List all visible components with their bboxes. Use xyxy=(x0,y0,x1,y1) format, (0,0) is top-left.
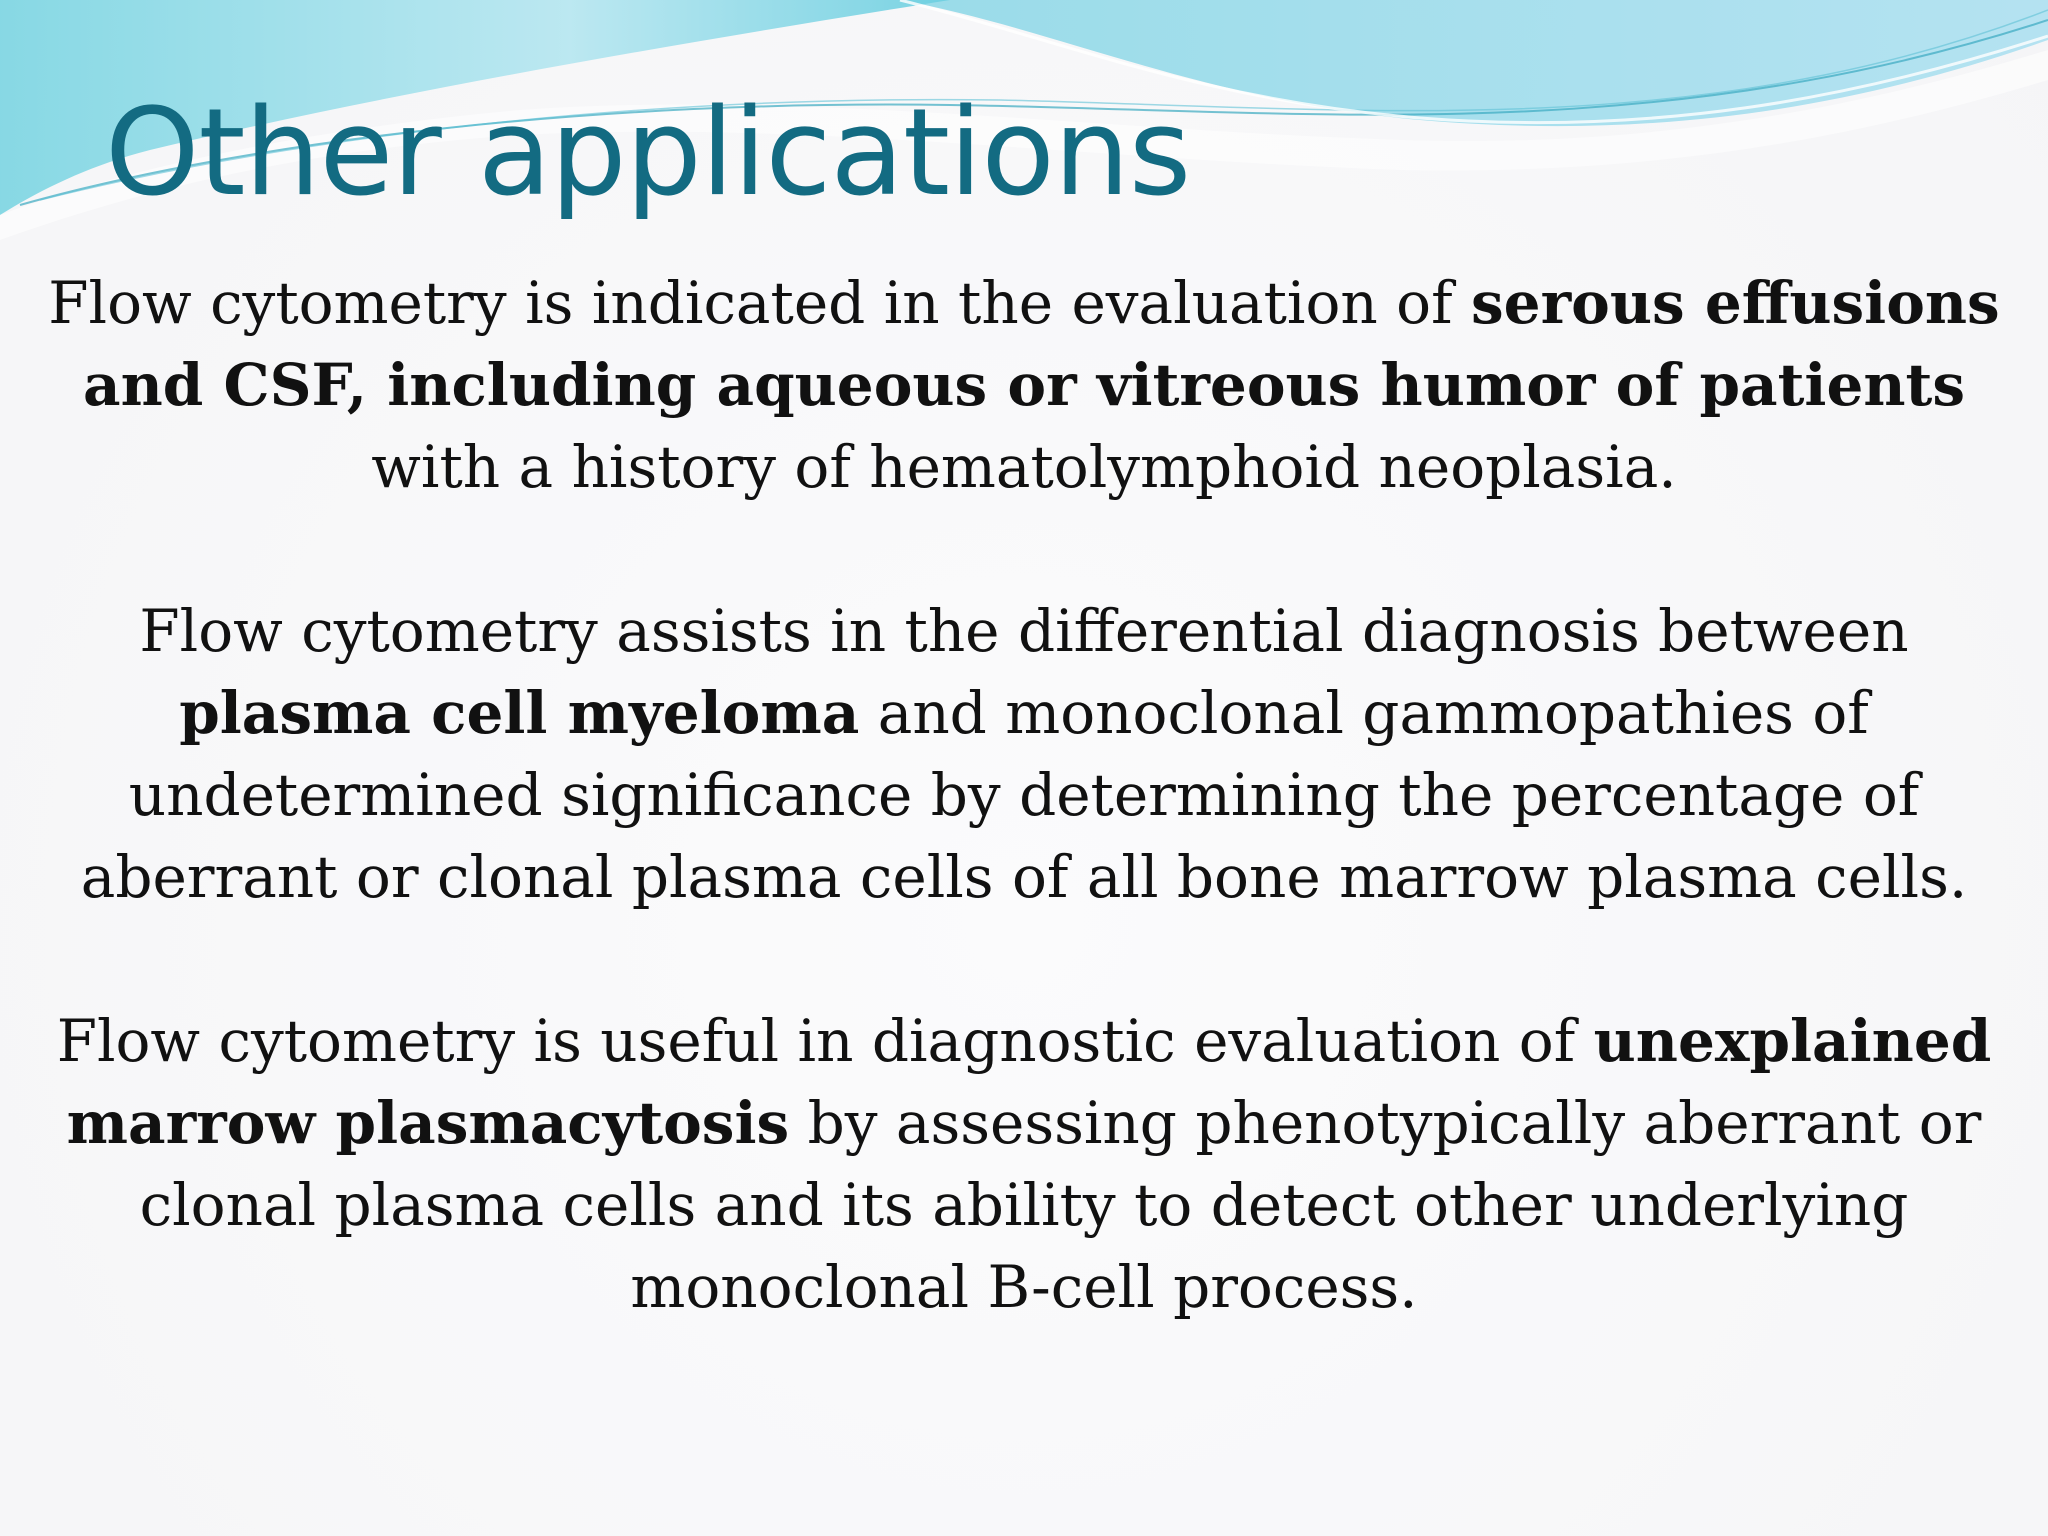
text-line: undetermined significance by determining the percentage of xyxy=(128,761,1920,829)
slide-title: Other applications xyxy=(105,84,1191,223)
text-line: clonal plasma cells and its ability to detect other underlying xyxy=(139,1171,1909,1239)
slide-body xyxy=(40,262,2008,1410)
text-line: Flow cytometry is useful in diagnostic evaluation of unexplained xyxy=(56,1007,1992,1075)
text-line: plasma cell myeloma and monoclonal gammopathies of xyxy=(179,679,1869,747)
paragraph-marrow-plasmacytosis xyxy=(40,1000,2008,1328)
text-line: aberrant or clonal plasma cells of all bone marrow plasma cells. xyxy=(80,843,1968,911)
text-line: Flow cytometry assists in the differential diagnosis between xyxy=(139,597,1909,665)
text-line: marrow plasmacytosis by assessing phenotypically aberrant or xyxy=(66,1089,1982,1157)
text-line: with a history of hematolymphoid neoplasia. xyxy=(371,433,1677,501)
paragraph-plasma-cell-myeloma xyxy=(40,590,2008,918)
text-line: Flow cytometry is indicated in the evaluation of serous effusions xyxy=(48,269,2000,337)
paragraph-serous-effusions xyxy=(40,262,2008,508)
text-line: and CSF, including aqueous or vitreous humor of patients xyxy=(83,351,1965,419)
text-line: monoclonal B-cell process. xyxy=(630,1253,1418,1321)
